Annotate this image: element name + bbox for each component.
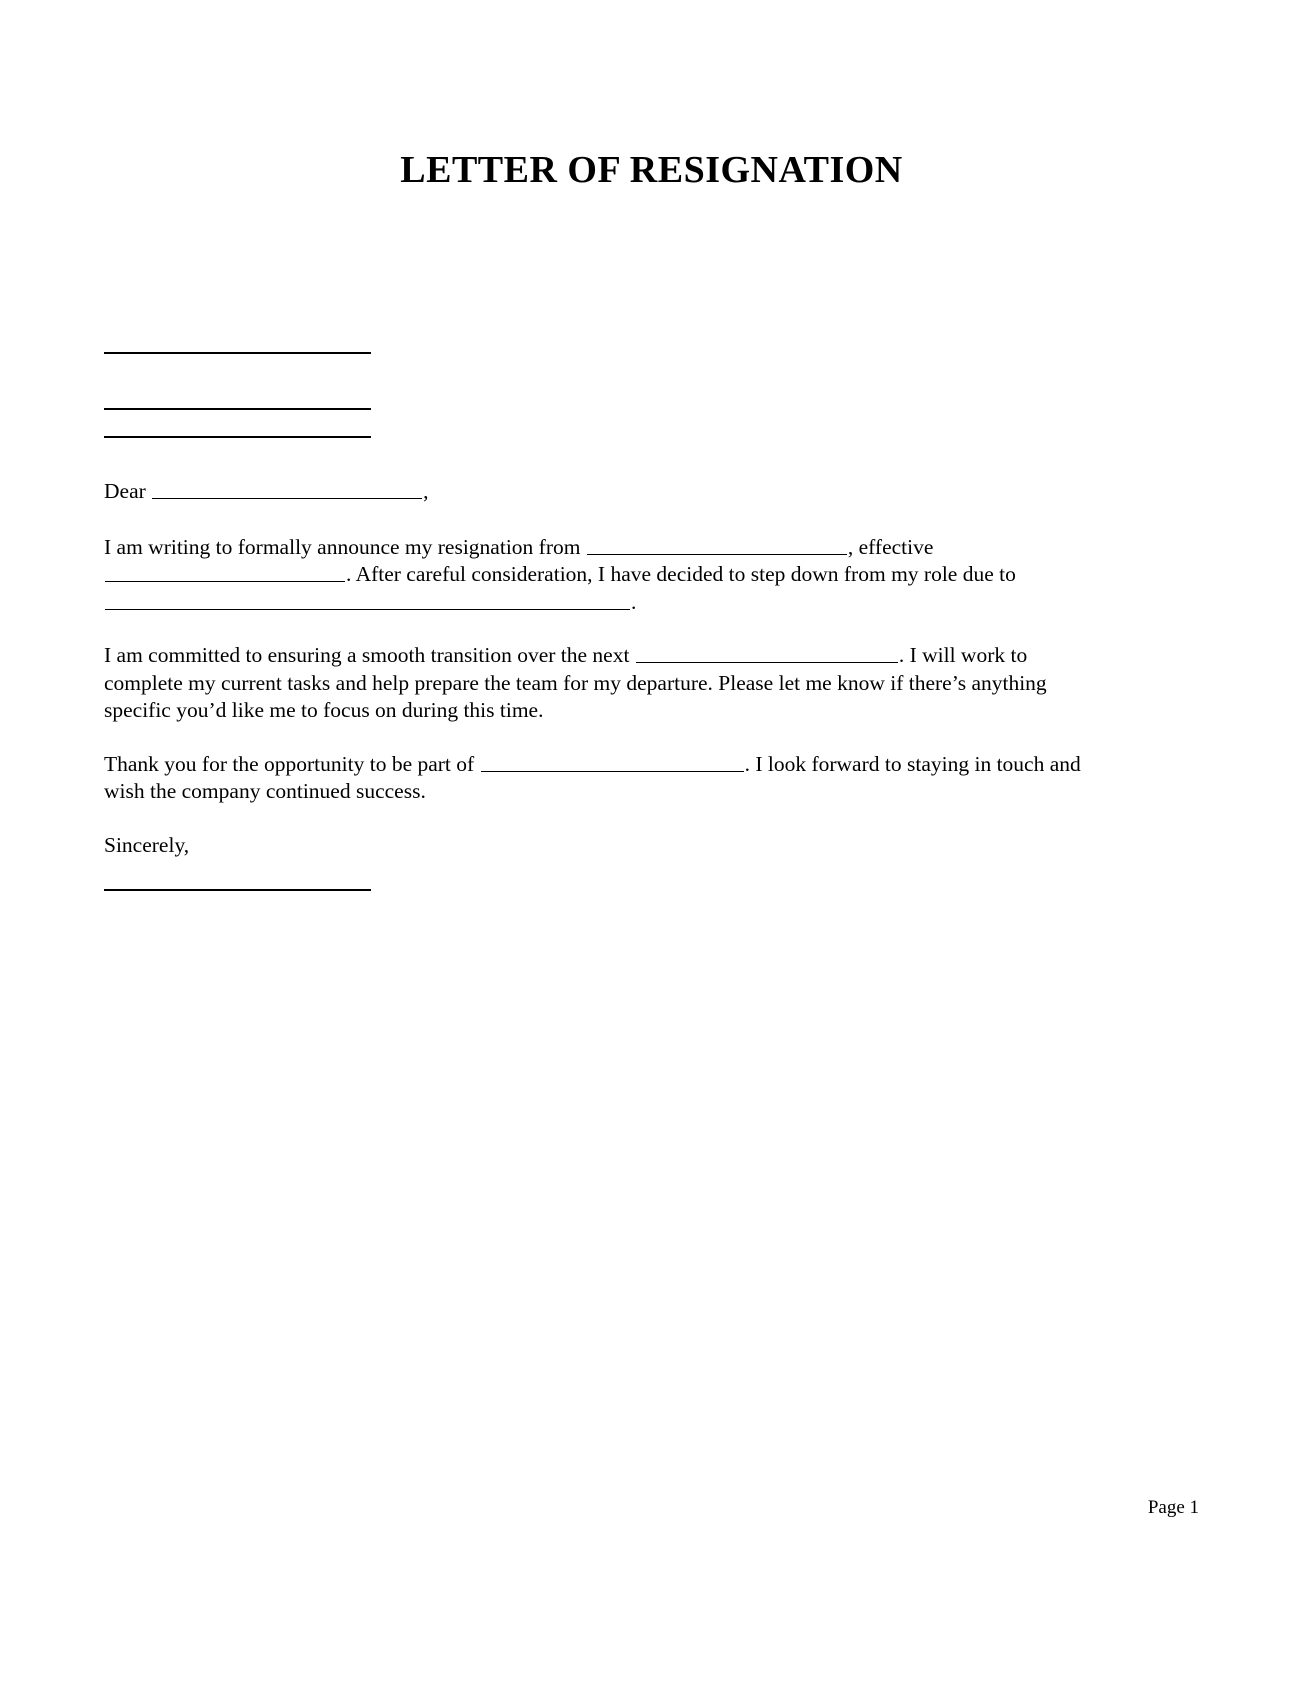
salutation-suffix: ,: [423, 479, 429, 503]
paragraph-gratitude: [104, 751, 1089, 806]
gratitude-text-2: . I look forward to staying in touch and wish the company continued success.: [104, 751, 1081, 803]
gratitude-text-1: Thank you for the opportunity to be part of: [104, 751, 480, 776]
signature-blank[interactable]: [104, 889, 371, 891]
reason-blank[interactable]: [105, 592, 630, 610]
sender-name-blank[interactable]: [104, 352, 371, 354]
announcement-text-4: .: [631, 589, 637, 614]
letter-body: [104, 352, 1089, 891]
page-footer: Page 1: [1147, 1497, 1199, 1518]
transition-text-1: I am committed to ensuring a smooth transition over the next: [104, 643, 635, 667]
page-title: LETTER OF RESIGNATION: [400, 149, 903, 191]
notice-period-blank[interactable]: [636, 645, 898, 663]
organization-blank[interactable]: [481, 754, 744, 772]
paragraph-resignation-announcement: [104, 534, 1089, 617]
salutation: [104, 478, 1089, 506]
effective-date-blank[interactable]: [105, 564, 345, 582]
company-name-blank[interactable]: [587, 537, 847, 555]
recipient-name-blank[interactable]: [152, 481, 422, 499]
announcement-text-3: . After careful consideration, I have decided to step down from my role due to: [346, 562, 1016, 586]
paragraph-transition-commitment: [104, 642, 1089, 725]
closing-salutation: Sincerely,: [104, 832, 190, 857]
salutation-prefix: Dear: [104, 479, 152, 503]
transition-text-2: . I will work to complete my current tasks and help prepare the team for my departure. Please let me know if there’s anything specific you’d like me to focus on during this time.: [104, 643, 1047, 722]
sender-address-line1-blank[interactable]: [104, 408, 371, 410]
sender-address-line2-blank[interactable]: [104, 436, 371, 438]
announcement-text-2: , effective: [847, 534, 934, 559]
signature-area: [104, 889, 1089, 891]
announcement-text-1: I am writing to formally announce my resignation from: [104, 534, 586, 559]
